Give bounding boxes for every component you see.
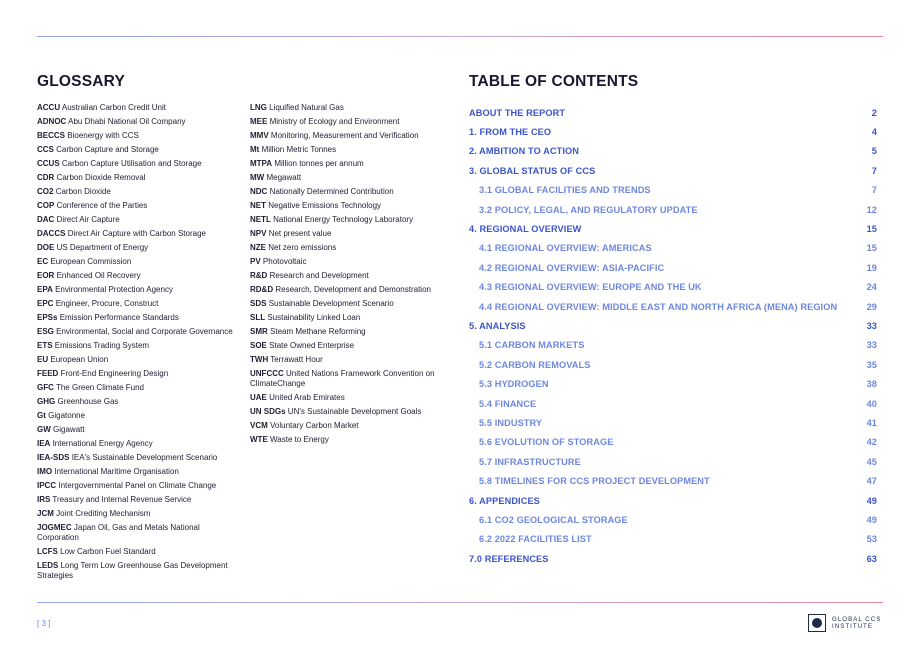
glossary-item [37,341,237,351]
glossary-item [37,453,237,463]
glossary-item [37,355,237,365]
toc-entry[interactable] [469,471,877,490]
toc-entry[interactable] [469,103,877,122]
glossary-item [250,201,450,211]
glossary-definition: Million Metric Tonnes [261,145,337,154]
toc-entry[interactable] [469,200,877,219]
toc-entry[interactable] [469,239,877,258]
glossary-abbreviation: SMR [250,327,268,336]
glossary-abbreviation: IPCC [37,481,57,490]
glossary-definition: Carbon Dioxide Removal [56,173,146,182]
toc-entry-page: 47 [866,476,877,487]
toc-entry-page: 24 [866,282,877,293]
glossary-abbreviation: NZE [250,243,266,252]
glossary-item [250,407,450,417]
logo-text [832,616,881,630]
toc-entry-label: 5.6 EVOLUTION OF STORAGE [479,437,614,448]
glossary-abbreviation: NPV [250,229,267,238]
toc-entry-page: 15 [866,224,877,235]
toc-entry-page: 45 [866,456,877,467]
toc-entry-label: 5.1 CARBON MARKETS [479,340,585,351]
glossary-abbreviation: RD&D [250,285,274,294]
glossary-item [37,285,237,295]
toc-entry-label: 5.8 TIMELINES FOR CCS PROJECT DEVELOPMENT [479,476,710,487]
glossary-abbreviation: Gt [37,411,46,420]
glossary-abbreviation: GFC [37,383,54,392]
toc-entry[interactable] [469,510,877,529]
glossary-abbreviation: EU [37,355,49,364]
toc-entry[interactable] [469,297,877,316]
glossary-item [37,145,237,155]
top-divider [37,36,883,37]
glossary-item [37,131,237,141]
glossary-definition: Research and Development [269,271,369,280]
glossary-definition: Direct Air Capture [56,215,120,224]
glossary-definition: US Department of Energy [56,243,149,252]
glossary-definition: Research, Development and Demonstration [275,285,431,294]
toc-entry[interactable] [469,161,877,180]
glossary-abbreviation: LNG [250,103,267,112]
toc-entry-label: 6.2 2022 FACILITIES LIST [479,534,592,545]
glossary-item [250,299,450,309]
glossary-item [37,201,237,211]
glossary-definition: Conference of the Parties [56,201,148,210]
toc-entry-label: 4.3 REGIONAL OVERVIEW: EUROPE AND THE UK [479,282,702,293]
glossary-item [37,229,237,239]
toc-entry-label: 3.1 GLOBAL FACILITIES AND TRENDS [479,185,651,196]
toc-entry-label: 3. GLOBAL STATUS OF CCS [469,165,596,176]
glossary-definition: United Arab Emirates [269,393,345,402]
glossary-definition: Gigatonne [48,411,86,420]
glossary-definition: Terrawatt Hour [270,355,323,364]
glossary-item [250,271,450,281]
glossary-abbreviation: ACCU [37,103,61,112]
glossary-item [37,547,237,557]
glossary-definition: Direct Air Capture with Carbon Storage [67,229,206,238]
glossary-definition: Ministry of Ecology and Environment [269,117,400,126]
glossary-item [250,421,450,431]
toc-entry[interactable] [469,181,877,200]
logo-line-2: INSTITUTE [832,623,873,630]
glossary-item [37,425,237,435]
glossary-item [250,187,450,197]
glossary-abbreviation: VCM [250,421,268,430]
glossary-abbreviation: EPC [37,299,54,308]
glossary-item [37,313,237,323]
glossary-definition: Joint Crediting Mechanism [56,509,151,518]
toc-entry-label: 3.2 POLICY, LEGAL, AND REGULATORY UPDATE [479,204,698,215]
glossary-item [37,561,237,581]
glossary-item [37,467,237,477]
toc-entry[interactable] [469,549,877,568]
glossary-abbreviation: NETL [250,215,271,224]
glossary-abbreviation: EC [37,257,49,266]
toc-entry-page: 12 [866,204,877,215]
glossary-item [37,369,237,379]
glossary-item [37,411,237,421]
glossary-item [37,523,237,543]
glossary-abbreviation: CCS [37,145,54,154]
glossary-definition: International Energy Agency [52,439,153,448]
glossary-column-2 [250,103,450,449]
glossary-abbreviation: IMO [37,467,53,476]
glossary-column-1 [37,103,237,585]
glossary-abbreviation: CDR [37,173,55,182]
glossary-abbreviation: ESG [37,327,54,336]
glossary-abbreviation: LCFS [37,547,58,556]
global-ccs-institute-logo [808,614,881,632]
toc-entry-page: 35 [866,359,877,370]
glossary-definition: Gigawatt [53,425,85,434]
bottom-divider [37,602,883,603]
glossary-abbreviation: LEDS [37,561,59,570]
toc-entry-page: 29 [866,301,877,312]
glossary-abbreviation: MW [250,173,265,182]
glossary-item [37,159,237,169]
glossary-definition: Australian Carbon Credit Unit [61,103,166,112]
glossary-abbreviation: UN SDGs [250,407,286,416]
toc-entry-page: 4 [871,127,877,138]
glossary-abbreviation: IEA [37,439,51,448]
glossary-item [250,435,450,445]
glossary-abbreviation: DACCS [37,229,66,238]
glossary-abbreviation: UAE [250,393,267,402]
glossary-abbreviation: R&D [250,271,268,280]
glossary-item [37,299,237,309]
glossary-item [250,257,450,267]
glossary-definition: Environmental Protection Agency [55,285,173,294]
glossary-definition: The Green Climate Fund [55,383,145,392]
toc-entry-page: 63 [866,553,877,564]
glossary-abbreviation: JCM [37,509,54,518]
glossary-abbreviation: COP [37,201,55,210]
glossary-definition: National Energy Technology Laboratory [273,215,414,224]
toc-entry-label: ABOUT THE REPORT [469,107,566,118]
glossary-definition: Net zero emissions [268,243,337,252]
glossary-definition: Greenhouse Gas [57,397,119,406]
glossary-item [250,173,450,183]
glossary-definition: State Owned Enterprise [269,341,355,350]
toc-entry-page: 2 [871,107,877,118]
toc-entry[interactable] [469,452,877,471]
table-of-contents [469,103,877,568]
glossary-definition: Intergovernmental Panel on Climate Change [58,481,217,490]
toc-entry-page: 19 [866,262,877,273]
glossary-item [37,397,237,407]
glossary-item [250,243,450,253]
glossary-definition: Front-End Engineering Design [60,369,169,378]
glossary-abbreviation: NDC [250,187,268,196]
toc-entry[interactable] [469,122,877,141]
glossary-item [250,159,450,169]
glossary-definition: European Commission [50,257,132,266]
glossary-abbreviation: IEA-SDS [37,453,70,462]
toc-entry-label: 6. APPENDICES [469,495,540,506]
toc-entry-page: 33 [866,340,877,351]
glossary-abbreviation: SOE [250,341,267,350]
toc-entry-label: 4. REGIONAL OVERVIEW [469,224,582,235]
glossary-item [37,481,237,491]
glossary-abbreviation: MEE [250,117,268,126]
glossary-definition: United Nations Framework Convention on ClimateChange [250,369,435,388]
glossary-abbreviation: DAC [37,215,55,224]
glossary-definition: Sustainability Linked Loan [267,313,361,322]
glossary-abbreviation: NET [250,201,266,210]
toc-entry-label: 5.5 INDUSTRY [479,417,543,428]
glossary-item [250,341,450,351]
toc-entry-page: 5 [871,146,877,157]
toc-entry-label: 4.4 REGIONAL OVERVIEW: MIDDLE EAST AND NORTH AFRICA (MENA) REGION [479,301,838,312]
toc-entry-page: 53 [866,534,877,545]
glossary-definition: UN's Sustainable Development Goals [287,407,422,416]
glossary-item [37,103,237,113]
toc-entry-page: 38 [866,379,877,390]
toc-entry[interactable] [469,316,877,335]
toc-entry[interactable] [469,355,877,374]
toc-entry-label: 1. FROM THE CEO [469,127,552,138]
toc-entry-label: 2. AMBITION TO ACTION [469,146,579,157]
glossary-definition: Treasury and Internal Revenue Service [52,495,192,504]
glossary-item [250,355,450,365]
glossary-definition: Carbon Dioxide [55,187,111,196]
glossary-abbreviation: ETS [37,341,53,350]
glossary-item [250,313,450,323]
toc-entry-label: 4.1 REGIONAL OVERVIEW: AMERICAS [479,243,652,254]
toc-entry-label: 5.7 INFRASTRUCTURE [479,456,581,467]
glossary-item [250,327,450,337]
glossary-definition: Waste to Energy [270,435,329,444]
toc-entry-label: 7.0 REFERENCES [469,553,549,564]
toc-entry[interactable] [469,413,877,432]
glossary-item [250,215,450,225]
toc-entry-page: 40 [866,398,877,409]
glossary-abbreviation: SLL [250,313,266,322]
toc-entry-label: 5.3 HYDROGEN [479,379,549,390]
toc-entry[interactable] [469,374,877,393]
toc-entry[interactable] [469,433,877,452]
glossary-abbreviation: GHG [37,397,56,406]
glossary-abbreviation: FEED [37,369,59,378]
glossary-abbreviation: EOR [37,271,55,280]
glossary-definition: Environmental, Social and Corporate Governance [56,327,233,336]
toc-entry-label: 5. ANALYSIS [469,320,526,331]
glossary-item [37,509,237,519]
glossary-definition: Emissions Trading System [54,341,150,350]
glossary-definition: Low Carbon Fuel Standard [60,547,156,556]
glossary-definition: Bioenergy with CCS [67,131,139,140]
toc-entry[interactable] [469,530,877,549]
toc-title: TABLE OF CONTENTS [469,73,639,90]
toc-entry-page: 7 [871,165,877,176]
glossary-item [37,495,237,505]
toc-entry-page: 41 [866,417,877,428]
glossary-item [250,117,450,127]
toc-entry[interactable] [469,258,877,277]
glossary-abbreviation: MTPA [250,159,273,168]
glossary-abbreviation: Mt [250,145,260,154]
toc-entry-label: 5.2 CARBON REMOVALS [479,359,591,370]
glossary-definition: IEA's Sustainable Development Scenario [71,453,218,462]
toc-entry[interactable] [469,278,877,297]
toc-entry[interactable] [469,142,877,161]
glossary-item [37,187,237,197]
glossary-item [37,327,237,337]
glossary-definition: Million tonnes per annum [274,159,364,168]
glossary-abbreviation: DOE [37,243,55,252]
toc-entry[interactable] [469,336,877,355]
glossary-definition: Photovoltaic [262,257,307,266]
glossary-definition: Monitoring, Measurement and Verification [270,131,419,140]
glossary-abbreviation: SDS [250,299,267,308]
toc-entry-label: 6.1 CO2 GEOLOGICAL STORAGE [479,514,628,525]
toc-entry-label: 4.2 REGIONAL OVERVIEW: ASIA-PACIFIC [479,262,665,273]
glossary-abbreviation: CO2 [37,187,54,196]
glossary-definition: Steam Methane Reforming [270,327,366,336]
glossary-item [37,173,237,183]
glossary-definition: Nationally Determined Contribution [269,187,394,196]
glossary-item [250,229,450,239]
glossary-abbreviation: EPSs [37,313,58,322]
glossary-item [250,145,450,155]
glossary-abbreviation: JOGMEC [37,523,72,532]
glossary-definition: International Maritime Organisation [54,467,179,476]
glossary-abbreviation: ADNOC [37,117,67,126]
glossary-abbreviation: IRS [37,495,51,504]
glossary-abbreviation: PV [250,257,261,266]
toc-entry-page: 33 [866,320,877,331]
glossary-abbreviation: WTE [250,435,268,444]
glossary-item [37,383,237,393]
toc-entry[interactable] [469,219,877,238]
page-number: [ 3 ] [37,619,51,628]
toc-entry[interactable] [469,491,877,510]
glossary-abbreviation: BECCS [37,131,66,140]
toc-entry-page: 49 [866,495,877,506]
glossary-definition: Engineer, Procure, Construct [55,299,159,308]
toc-entry[interactable] [469,394,877,413]
glossary-definition: Voluntary Carbon Market [270,421,359,430]
toc-entry-page: 49 [866,514,877,525]
glossary-definition: Enhanced Oil Recovery [56,271,141,280]
glossary-item [250,285,450,295]
glossary-item [250,131,450,141]
glossary-definition: Liquified Natural Gas [269,103,344,112]
glossary-abbreviation: EPA [37,285,53,294]
glossary-item [37,271,237,281]
glossary-item [250,369,450,389]
glossary-item [37,439,237,449]
glossary-definition: Carbon Capture Utilisation and Storage [61,159,202,168]
glossary-item [37,257,237,267]
toc-entry-page: 7 [871,185,877,196]
logo-line-1: GLOBAL CCS [832,616,882,623]
toc-entry-page: 42 [866,437,877,448]
glossary-item [37,215,237,225]
glossary-item [37,117,237,127]
glossary-definition: Carbon Capture and Storage [56,145,159,154]
glossary-abbreviation: MMV [250,131,269,140]
glossary-definition: Abu Dhabi National Oil Company [68,117,186,126]
glossary-definition: Japan Oil, Gas and Metals National Corporation [37,523,200,542]
glossary-abbreviation: CCUS [37,159,60,168]
glossary-item [250,393,450,403]
glossary-abbreviation: GW [37,425,51,434]
glossary-definition: Negative Emissions Technology [268,201,382,210]
toc-entry-label: 5.4 FINANCE [479,398,537,409]
glossary-abbreviation: UNFCCC [250,369,284,378]
glossary-title: GLOSSARY [37,73,126,90]
glossary-abbreviation: TWH [250,355,269,364]
toc-entry-page: 15 [866,243,877,254]
glossary-definition: Sustainable Development Scenario [268,299,394,308]
glossary-item [250,103,450,113]
glossary-definition: Net present value [268,229,332,238]
glossary-definition: Long Term Low Greenhouse Gas Development Strategies [37,561,228,580]
glossary-definition: European Union [50,355,109,364]
logo-mark-icon [808,614,826,632]
glossary-definition: Megawatt [266,173,302,182]
glossary-item [37,243,237,253]
glossary-definition: Emission Performance Standards [59,313,179,322]
